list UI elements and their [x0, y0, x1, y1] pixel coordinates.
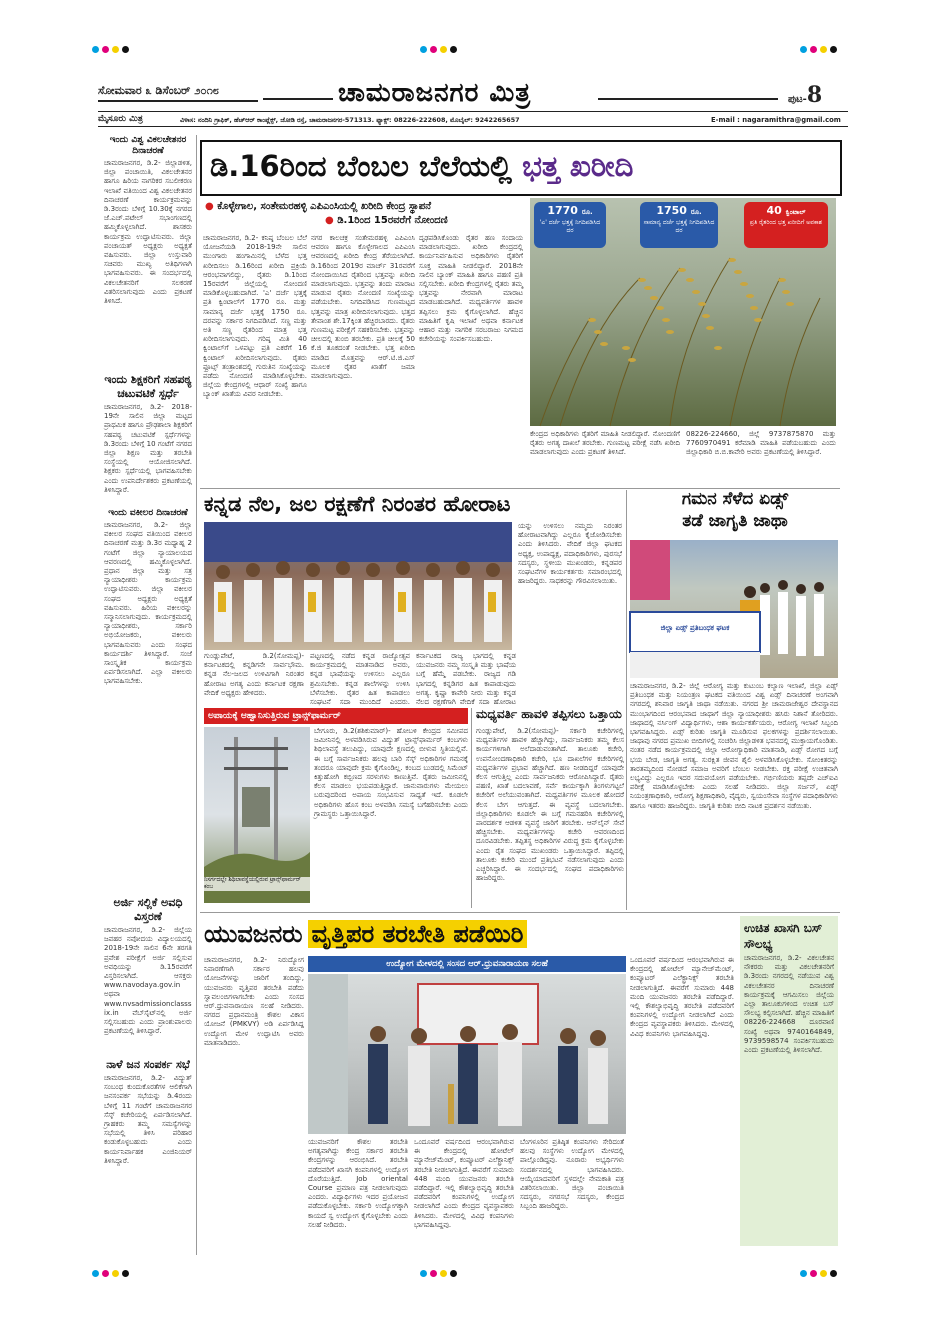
lead-col-2: ನಗರ ಕಾಲಚಕ್ರ ಸಂತೇಮರಹಳ್ಳಿ ಎಪಿಎಂಸಿ ಆವರಣ ಹಾಗೂ ಕೊಳ್ಳೇಗಾಲದ ಎಪಿಎಂಸಿ ಆವರಣದಲ್ಲಿ ಖರೀದಿ ಕೇಂದ್ರ ತೆರೆಯಲಾಗಿದೆ. ಡಿ.16ರಿಂದ 2019ರ ಮಾರ್ಚ್ 31ರವರೆಗೆ ನೋಂದಾಯಿಸಿದ ರೈತರಿಂದ ಭತ್ತವನ್ನು ಖರೀದಿ ಮಾಡಲಾಗುವುದು. ಭತ್ತವನ್ನು ತಂದು ಮಾರಾಟ ಮಾಡುವ ರೈತರು ನೋಂದಣಿ ಸಂಖ್ಯೆಯನ್ನು ಪಡೆಯಬೇಕು. ನಿಗದಿಪಡಿಸಿದ ಗುಣಮಟ್ಟದ ಭತ್ತವನ್ನು ಮಾತ್ರ ಖರೀದಿಸಲಾಗುವುದು. ಭತ್ತದ ತೇವಾಂಶ ಶೇ.17ಕ್ಕಿಂತ ಹೆಚ್ಚಿರಬಾರದು. ರೈತರು ಗುಣಮಟ್ಟ ಪರೀಕ್ಷೆಗೆ ಸಹಕರಿಸಬೇಕು. ಭತ್ತವನ್ನು ಚೀಲದಲ್ಲಿ ತುಂಬಿ ತರಬೇಕು. ಪ್ರತಿ ಚೀಲಕ್ಕೆ 50 ಕೆ.ಜಿ ತೂಕದಂತೆ ನೀಡಬೇಕು. ಭತ್ತ ಖರೀದಿ ಮಾಡಿದ ಮೊತ್ತವನ್ನು ಆರ್.ಟಿ.ಜಿ.ಎಸ್ ಮೂಲಕ ರೈತರ ಖಾತೆಗೆ ಜಮಾ ಮಾಡಲಾಗುವುದು.: [311, 234, 415, 381]
cyan-dot-icon: [800, 46, 807, 53]
masthead-bottom-rule: [98, 126, 848, 127]
headline-application-extension: ಅರ್ಜಿ ಸಲ್ಲಿಕೆ ಅವಧಿ ವಿಸ್ತರಣೆ: [113, 896, 183, 923]
kannada-event-photo: [204, 522, 512, 650]
aids-headline: [630, 488, 840, 532]
youth-photo-title-bar: [308, 956, 626, 972]
kannada-col-3: ಯನ್ನು ಉಳಿಸಲು ನಮ್ಮದು ನಿರಂತರ ಹೋರಾಟವಾಗಿದ್ದು ಎಲ್ಲರೂ ಕೈಜೋಡಿಸಬೇಕು ಎಂದು ತಿಳಿಸಿದರು. ವೇದಿಕೆ ಜಿಲ್ಲಾ ಘಟಕದ ಅಧ್ಯಕ್ಷ, ಉಪಾಧ್ಯಕ್ಷ, ಪದಾಧಿಕಾರಿಗಳು, ಪುರಸಭೆ ಸದಸ್ಯರು, ಸ್ಥಳೀಯ ಮುಖಂಡರು, ಕನ್ನಡಪರ ಸಂಘಟನೆಗಳ ಕಾರ್ಯಕರ್ತರು ಸಮಾರಂಭದಲ್ಲಿ ಹಾಜರಿದ್ದರು. ಸಾಧಕರನ್ನು ಗೌರವಿಸಲಾಯಿತು.: [518, 522, 622, 586]
contact-email: E-mail : nagaramithra@gmail.com: [711, 116, 841, 124]
masthead: [88, 78, 858, 128]
youth-col-5: ಒಂದೂವರೆ ವರ್ಷದಿಂದ ಆರಂಭವಾಗಿರುವ ಈ ಕೇಂದ್ರದಲ್ಲಿ ಹೋಟೆಲ್ ಮ್ಯಾನೇಜ್‌ಮೆಂಟ್, ಕಂಪ್ಯೂಟರ್ ಎಲೆಕ್ಟ್ರಾನಿಕ್ಸ್ ತರಬೇತಿ ನೀಡಲಾಗುತ್ತಿದೆ. ಈವರೆಗೆ ಸುಮಾರು 448 ಮಂದಿ ಯುವಜನರು ತರಬೇತಿ ಪಡೆದಿದ್ದಾರೆ. ಇಲ್ಲಿ ಕೌಶಲ್ಯಾಭಿವೃದ್ಧಿ ತರಬೇತಿ ಪಡೆದವರಿಗೆ ಕಂಪನಿಗಳಲ್ಲಿ ಉದ್ಯೋಗ ನೀಡಲಾಗಿದೆ ಎಂದು ಕೇಂದ್ರದ ವ್ಯವಸ್ಥಾಪಕರು ತಿಳಿಸಿದರು. ಮೇಳದಲ್ಲಿ ವಿವಿಧ ಕಂಪನಿಗಳು ಭಾಗವಹಿಸಿದ್ದವು.: [630, 956, 734, 1038]
lead-col-1: ಚಾಮರಾಜನಗರ, ಡಿ.2- ಕನಿಷ್ಠ ಬೆಂಬಲ ಬೆಲೆ ಯೋಜನೆಯಡಿ 2018-19ನೇ ಸಾಲಿನ ಮುಂಗಾರು ಹಂಗಾಮಿನಲ್ಲಿ ಬೆಳೆದ ಭತ್ತ ಖರೀದಿಸಲು ಡಿ.16ರಿಂದ ಖರೀದಿ ಪ್ರಕ್ರಿಯೆ ಆರಂಭವಾಗಲಿದ್ದು, ರೈತರು ಡಿ.1ರಿಂದ 15ರವರೆಗೆ ಜಿಲ್ಲೆಯಲ್ಲಿ ನೋಂದಣಿ ಮಾಡಿಕೊಳ್ಳಬಹುದಾಗಿದೆ. 'ಎ' ದರ್ಜೆ ಭತ್ತಕ್ಕೆ ಪ್ರತಿ ಕ್ವಿಂಟಾಲ್‌ಗೆ 1770 ರೂ. ಮತ್ತು ಸಾಮಾನ್ಯ ದರ್ಜೆ ಭತ್ತಕ್ಕೆ 1750 ರೂ. ದರವನ್ನು ಸರ್ಕಾರ ನಿಗದಿಪಡಿಸಿದೆ. ಸಣ್ಣ ಮತ್ತು ಅತಿ ಸಣ್ಣ ರೈತರಿಂದ ಮಾತ್ರ ಭತ್ತ ಖರೀದಿಸಲಾಗುವುದು. ಗರಿಷ್ಠ ಮಿತಿ 40 ಕ್ವಿಂಟಾಲ್‌ಗೆ ಒಳಪಟ್ಟು ಪ್ರತಿ ಎಕರೆಗೆ 16 ಕ್ವಿಂಟಾಲ್ ಖರೀದಿಸಲಾಗುವುದು. ರೈತರು ಫ್ರೂಟ್ಸ್ ತಂತ್ರಾಂಶದಲ್ಲಿ ಗುರುತಿನ ಸಂಖ್ಯೆಯನ್ನು ಪಡೆದು ನೋಂದಣಿ ಮಾಡಿಸಿಕೊಳ್ಳಬೇಕು. ಜಿಲ್ಲೆಯ ಕೇಂದ್ರಗಳಲ್ಲಿ ಆಧಾರ್ ಸಂಖ್ಯೆ ಹಾಗೂ ಬ್ಯಾಂಕ್ ಖಾತೆಯ ವಿವರ ನೀಡಬೇಕು.: [203, 234, 307, 399]
magenta-dot-icon: [430, 1270, 437, 1277]
badge-limit-caption: ಪ್ರತಿ ರೈತರಿಂದ ಭತ್ತ ಖರೀದಿಗೆ ಅವಕಾಶ: [749, 219, 823, 226]
article-application-extension: ಚಾಮರಾಜನಗರ, ಡಿ.2- ಜಿಲ್ಲೆಯ ಜವಹರ ನವೋದಯ ವಿದ್ಯಾಲಯದಲ್ಲಿ 2018-19ನೇ ಸಾಲಿನ 6ನೇ ತರಗತಿ ಪ್ರವೇಶ ಪರೀಕ್ಷೆಗೆ ಅರ್ಜಿ ಸಲ್ಲಿಸುವ ಅವಧಿಯನ್ನು ಡಿ.15ರವರೆಗೆ ವಿಸ್ತರಿಸಲಾಗಿದೆ. ಆಸಕ್ತರು www.navodaya.gov.in ಅಥವಾ www.nvsadmissionclasssix.in ವೆಬ್‌ಸೈಟ್‌ನಲ್ಲಿ ಅರ್ಜಿ ಸಲ್ಲಿಸಬಹುದು ಎಂದು ಪ್ರಾಂಶುಪಾಲರು ಪ್ರಕಟಣೆಯಲ್ಲಿ ತಿಳಿಸಿದ್ದಾರೆ.: [104, 926, 192, 1036]
badge-normal-value: 1750: [656, 204, 687, 217]
lead-bullet-2: [205, 214, 525, 228]
yellow-dot-icon: [820, 1270, 827, 1277]
youth-event-photo: [308, 974, 626, 1134]
price-badge-normal-grade: [640, 202, 718, 248]
bus-story-box: [740, 916, 838, 1246]
lead-headline-accent: ಭತ್ತ ಖರೀದಿ: [522, 149, 634, 183]
aids-article-text: ಚಾಮರಾಜನಗರ, ಡಿ.2- ಜಿಲ್ಲೆ ಆರೋಗ್ಯ ಮತ್ತು ಕುಟುಂಬ ಕಲ್ಯಾಣ ಇಲಾಖೆ, ಜಿಲ್ಲಾ ಏಡ್ಸ್ ಪ್ರತಿಬಂಧಕ ಮತ್ತು ನಿಯಂತ್ರಣ ಘಟಕದ ವತಿಯಿಂದ ವಿಶ್ವ ಏಡ್ಸ್ ದಿನಾಚರಣೆ ಅಂಗವಾಗಿ ನಗರದಲ್ಲಿ ಶನಿವಾರ ಜಾಗೃತಿ ಜಾಥಾ ನಡೆಯಿತು. ನಗರದ ಶ್ರೀ ಚಾಮರಾಜೇಶ್ವರ ದೇವಸ್ಥಾನದ ಮುಂಭಾಗದಿಂದ ಆರಂಭವಾದ ಜಾಥಾಗೆ ಜಿಲ್ಲಾ ನ್ಯಾಯಾಧೀಶರು ಹಸಿರು ನಿಶಾನೆ ತೋರಿದರು. ಜಾಥಾದಲ್ಲಿ ನರ್ಸಿಂಗ್ ವಿದ್ಯಾರ್ಥಿಗಳು, ಆಶಾ ಕಾರ್ಯಕರ್ತೆಯರು, ಆರೋಗ್ಯ ಇಲಾಖೆ ಸಿಬ್ಬಂದಿ ಭಾಗವಹಿಸಿದ್ದರು. ಏಡ್ಸ್ ಕುರಿತು ಜಾಗೃತಿ ಮೂಡಿಸುವ ಫಲಕಗಳನ್ನು ಪ್ರದರ್ಶಿಸಲಾಯಿತು. ಜಾಥಾವು ನಗರದ ಪ್ರಮುಖ ಬೀದಿಗಳಲ್ಲಿ ಸಂಚರಿಸಿ ಜಿಲ್ಲಾಡಳಿತ ಭವನದಲ್ಲಿ ಮುಕ್ತಾಯಗೊಂಡಿತು. ನಂತರ ನಡೆದ ಕಾರ್ಯಕ್ರಮದಲ್ಲಿ ಜಿಲ್ಲಾ ಆರೋಗ್ಯಾಧಿಕಾರಿ ಮಾತನಾಡಿ, ಏಡ್ಸ್ ರೋಗದ ಬಗ್ಗೆ ಭಯ ಬೇಡ, ಜಾಗೃತಿ ಅಗತ್ಯ. ಸುರಕ್ಷಿತ ಜೀವನ ಶೈಲಿ ಅಳವಡಿಸಿಕೊಳ್ಳಬೇಕು. ಸೋಂಕಿತರನ್ನು ತಾರತಮ್ಯದಿಂದ ನೋಡದೆ ಸಮಾಜ ಅವರಿಗೆ ಬೆಂಬಲ ನೀಡಬೇಕು. ರಕ್ತ ಪರೀಕ್ಷೆ ಉಚಿತವಾಗಿ ಲಭ್ಯವಿದ್ದು ಎಲ್ಲರೂ ಇದರ ಸದುಪಯೋಗ ಪಡೆಯಬೇಕು. ಗರ್ಭಿಣಿಯರು ತಪ್ಪದೇ ಎಚ್‌ಐವಿ ಪರೀಕ್ಷೆ ಮಾಡಿಸಿಕೊಳ್ಳಬೇಕು ಎಂದು ಸಲಹೆ ನೀಡಿದರು. ಜಿಲ್ಲಾ ಸರ್ಜನ್, ಏಡ್ಸ್ ನಿಯಂತ್ರಣಾಧಿಕಾರಿ, ಆರೋಗ್ಯ ಶಿಕ್ಷಣಾಧಿಕಾರಿ, ವೈದ್ಯರು, ಸ್ವಯಂಸೇವಾ ಸಂಸ್ಥೆಗಳ ಪದಾಧಿಕಾರಿಗಳು ಹಾಗೂ ಇತರರು ಹಾಜರಿದ್ದರು. ಜಾಗೃತಿ ಕುರಿತು ಬೀದಿ ನಾಟಕ ಪ್ರದರ್ಶನ ನಡೆಯಿತು.: [630, 682, 838, 810]
yellow-dot-icon: [112, 46, 119, 53]
masthead-rule: [98, 111, 848, 112]
page-label: ಪುಟ-: [788, 94, 807, 105]
kannada-caption: ಗುಂಡ್ಲುಪೇಟೆ, ಡಿ.2(ಸೋಮಪ್ಪ)- ಕರ್ನಾಟಕದಲ್ಲಿ ಕನ್ನಡಿಗನೇ ಸಾರ್ವಭೌಮ. ಕನ್ನಡ ನೆಲ-ಜಲದ ಉಳಿವಿಗಾಗಿ ನಿರಂತರ ಹೋರಾಟ ಅಗತ್ಯ ಎಂದು ಕರ್ನಾಟಕ ರಕ್ಷಣಾ ವೇದಿಕೆ ಅಧ್ಯಕ್ಷರು ಹೇಳಿದರು.: [204, 652, 304, 697]
headline-disability-day: ಇಂದು ವಿಶ್ವ ವಿಕಲಚೇತನರ ದಿನಾಚರಣೆ: [109, 135, 187, 156]
mid-vertical-divider: [626, 490, 627, 910]
youth-headline-accent: ವೃತ್ತಿಪರ ತರಬೇತಿ ಪಡೆಯಿರಿ: [308, 920, 528, 948]
rally-banner-text: ಜಿಲ್ಲಾ ಏಡ್ಸ್ ಪ್ರತಿಬಂಧಕ ಘಟಕ: [660, 624, 730, 632]
magenta-dot-icon: [102, 1270, 109, 1277]
cyan-dot-icon: [420, 46, 427, 53]
lead-headline-main: ಡಿ.16ರಿಂದ ಬೆಂಬಲ ಬೆಲೆಯಲ್ಲಿ: [210, 149, 512, 183]
transformer-headline-bar: [204, 708, 468, 724]
youth-col-4: ಬೆಂಗಳೂರಿನ ಪ್ರತಿಷ್ಠಿತ ಕಂಪನಿಗಳು ಸೇರಿದಂತೆ ಹಲವು ಸಂಸ್ಥೆಗಳು ಉದ್ಯೋಗ ಮೇಳದಲ್ಲಿ ಪಾಲ್ಗೊಂಡಿದ್ದವು. ನೂರಾರು ಅಭ್ಯರ್ಥಿಗಳು ಸಂದರ್ಶನದಲ್ಲಿ ಭಾಗವಹಿಸಿದರು. ಆಯ್ಕೆಯಾದವರಿಗೆ ಸ್ಥಳದಲ್ಲೇ ನೇಮಕಾತಿ ಪತ್ರ ವಿತರಿಸಲಾಯಿತು. ಜಿಲ್ಲಾ ಪಂಚಾಯಿತಿ ಸದಸ್ಯರು, ನಗರಸಭೆ ಸದಸ್ಯರು, ಕೇಂದ್ರದ ಸಿಬ್ಬಂದಿ ಹಾಜರಿದ್ದರು.: [520, 1138, 624, 1211]
red-dot-icon: ●: [205, 201, 214, 212]
middle-bottom-rule: [200, 912, 840, 913]
registration-marks-top-left: [92, 38, 132, 57]
youth-col-1: ಚಾಮರಾಜನಗರ, ಡಿ.2- ನಿರುದ್ಯೋಗ ನಿವಾರಣೆಗಾಗಿ ಸರ್ಕಾರ ಹಲವು ಯೋಜನೆಗಳನ್ನು ಜಾರಿಗೆ ತಂದಿದ್ದು, ಯುವಜನರು ವೃತ್ತಿಪರ ತರಬೇತಿ ಪಡೆದು ಸ್ವಾವಲಂಬಿಗಳಾಗಬೇಕು ಎಂದು ಸಂಸದ ಆರ್.ಧ್ರುವನಾರಾಯಣ ಸಲಹೆ ನೀಡಿದರು. ನಗರದ ಪ್ರಧಾನಮಂತ್ರಿ ಕೌಶಲ ವಿಕಾಸ ಯೋಜನೆ (PMKVY) ಅಡಿ ಏರ್ಪಡಿಸಿದ್ದ ಉದ್ಯೋಗ ಮೇಳ ಉದ್ಘಾಟಿಸಿ ಅವರು ಮಾತನಾಡಿದರು.: [204, 956, 304, 1047]
magenta-dot-icon: [810, 46, 817, 53]
issue-date: ಸೋಮವಾರ ೩ ಡಿಸೆಂಬರ್ ೨೦೧೮: [98, 84, 219, 97]
left-column: [104, 135, 192, 1255]
lead-col-4: ಕೇಂದ್ರದ ಅಧಿಕಾರಿಗಳು ರೈತರಿಗೆ ಮಾಹಿತಿ ನೀಡಲಿದ್ದಾರೆ. ನೋಂದಣಿಗೆ ರೈತರು ಅಗತ್ಯ ದಾಖಲೆ ತರಬೇಕು. ಗುಣಮಟ್ಟ ಪರೀಕ್ಷೆ ನಡೆಸಿ ಖರೀದಿ ಮಾಡಲಾಗುವುದು ಎಂದು ಪ್ರಕಟಣೆ ತಿಳಿಸಿದೆ.: [530, 430, 680, 457]
youth-photo-title: ಉದ್ಯೋಗ ಮೇಳದಲ್ಲಿ ಸಂಸದ ಆರ್.ಧ್ರುವನಾರಾಯಣ ಸಲಹೆ: [386, 959, 548, 969]
red-dot-icon: ●: [325, 215, 334, 226]
badge-a-caption: 'ಎ' ದರ್ಜೆ ಭತ್ತಕ್ಕೆ ನಿಗದಿಪಡಿಸಿದ ದರ: [539, 219, 601, 234]
badge-normal-caption: ಸಾಮಾನ್ಯ ದರ್ಜೆ ಭತ್ತಕ್ಕೆ ನಿಗದಿಪಡಿಸಿದ ದರ: [643, 219, 715, 234]
rally-illustration: [630, 540, 838, 678]
youth-col-2: ಯುವಜನರಿಗೆ ಕೌಶಲ ತರಬೇತಿ ಅಗತ್ಯವಾಗಿದ್ದು ಕೇಂದ್ರ ಸರ್ಕಾರ ತರಬೇತಿ ಕೇಂದ್ರಗಳನ್ನು ಆರಂಭಿಸಿದೆ. ತರಬೇತಿ ಪಡೆದವರಿಗೆ ಖಾಸಗಿ ಕಂಪನಿಗಳಲ್ಲಿ ಉದ್ಯೋಗ ದೊರೆಯುತ್ತಿದೆ. Job oriental Course ಪ್ರಮಾಣ ಪತ್ರ ನೀಡಲಾಗುವುದು ಎಂದರು. ವಿದ್ಯಾರ್ಥಿಗಳು ಇದರ ಪ್ರಯೋಜನ ಪಡೆದುಕೊಳ್ಳಬೇಕು. ಸರ್ಕಾರಿ ಉದ್ಯೋಗಕ್ಕಾಗಿ ಕಾಯದೆ ಸ್ವ ಉದ್ಯೋಗ ಕೈಗೊಳ್ಳಬೇಕು ಎಂದು ಸಲಹೆ ನೀಡಿದರು.: [308, 1138, 408, 1229]
paddy-photo: [530, 198, 836, 426]
black-dot-icon: [450, 46, 457, 53]
badge-normal-unit: ರೂ.: [690, 208, 702, 216]
headline-teachers-competition: ಇಂದು ಶಿಕ್ಷಕರಿಗೆ ಸಹಪಠ್ಯ ಚಟುವಟಿಕೆ ಸ್ಪರ್ಧೆ: [104, 373, 192, 400]
transformer-divider: [471, 708, 472, 908]
transformer-article-text: ಬೇಗೂರು, ಡಿ.2(ಶಶಿಕುಮಾರ್)- ಹೋಬಳಿ ಕೇಂದ್ರದ ಸಮೀಪದ ಜಮೀನಿನಲ್ಲಿ ಅಳವಡಿಸಿರುವ ವಿದ್ಯುತ್ ಟ್ರಾನ್ಸ್‌ಫಾರ್ಮರ್ ಕಂಬಗಳು ಶಿಥಿಲಾವಸ್ಥೆ ತಲುಪಿದ್ದು, ಯಾವುದೇ ಕ್ಷಣದಲ್ಲಿ ಬೀಳುವ ಸ್ಥಿತಿಯಲ್ಲಿವೆ. ಈ ಬಗ್ಗೆ ಸಾರ್ವಜನಿಕರು ಹಲವು ಬಾರಿ ಸೆಸ್ಕ್ ಅಧಿಕಾರಿಗಳ ಗಮನಕ್ಕೆ ತಂದರೂ ಯಾವುದೇ ಕ್ರಮ ಕೈಗೊಂಡಿಲ್ಲ. ಕಂಬದ ಬುಡದಲ್ಲಿ ಸಿಮೆಂಟ್ ಕಿತ್ತುಹೋಗಿ ಕಬ್ಬಿಣದ ಸರಳುಗಳು ಕಾಣುತ್ತಿವೆ. ರೈತರು ಜಮೀನಿನಲ್ಲಿ ಕೆಲಸ ಮಾಡಲು ಭಯಪಡುತ್ತಿದ್ದಾರೆ. ಜಾನುವಾರುಗಳು ಮೇಯಲು ಬರುವುದರಿಂದ ಅಪಾಯ ಸಂಭವಿಸುವ ಸಾಧ್ಯತೆ ಇದೆ. ಕೂಡಲೇ ಅಧಿಕಾರಿಗಳು ಹೊಸ ಕಂಬ ಅಳವಡಿಸಿ ಸಮಸ್ಯೆ ಬಗೆಹರಿಸಬೇಕು ಎಂದು ಗ್ರಾಮಸ್ಥರು ಒತ್ತಾಯಿಸಿದ್ದಾರೆ.: [314, 727, 468, 818]
left-column-divider: [196, 135, 197, 1255]
cyan-dot-icon: [420, 1270, 427, 1277]
kannada-col-1: ಪಟ್ಟಣದಲ್ಲಿ ನಡೆದ ಕನ್ನಡ ರಾಜ್ಯೋತ್ಸವ ಕಾರ್ಯಕ್ರಮದಲ್ಲಿ ಮಾತನಾಡಿದ ಅವರು, ಕನ್ನಡ ಭಾಷೆಯನ್ನು ಉಳಿಸಲು ಎಲ್ಲರೂ ಶ್ರಮಿಸಬೇಕು. ಕನ್ನಡ ಶಾಲೆಗಳನ್ನು ಉಳಿಸಿ ಬೆಳೆಸಬೇಕು. ರೈತರ ಹಿತ ಕಾಪಾಡಲು ಸಂಘಟನೆ ಸದಾ ಮುಂದಿದೆ ಎಂದರು.: [310, 652, 410, 707]
aids-rally-photo: [630, 540, 838, 678]
registration-marks-bottom-left: [92, 1262, 132, 1281]
lead-col-5: 08226-224660, ಜಿಲ್ಲೆ 9737875870 ಮತ್ತು 7760970491 ಕರೆಮಾಡಿ ಮಾಹಿತಿ ಪಡೆಯಬಹುದು ಎಂದು ಜಿಲ್ಲಾಧಿಕಾರಿ ಬಿ.ಬಿ.ಕಾವೇರಿ ಅವರು ಪ್ರಕಟಣೆಯಲ್ಲಿ ತಿಳಿಸಿದ್ದಾರೆ.: [686, 430, 836, 457]
cyan-dot-icon: [92, 46, 99, 53]
article-teachers-competition: ಚಾಮರಾಜನಗರ, ಡಿ.2- 2018-19ನೇ ಸಾಲಿನ ಜಿಲ್ಲಾ ಮಟ್ಟದ ಪ್ರಾಥಮಿಕ ಹಾಗೂ ಪ್ರೌಢಶಾಲಾ ಶಿಕ್ಷಕರಿಗೆ ಸಹಪಠ್ಯ ಚಟುವಟಿಕೆ ಸ್ಪರ್ಧೆಗಳನ್ನು ಡಿ.3ರಂದು ಬೆಳಿಗ್ಗೆ 10 ಗಂಟೆಗೆ ನಗರದ ಜಿಲ್ಲಾ ಶಿಕ್ಷಣ ಮತ್ತು ತರಬೇತಿ ಸಂಸ್ಥೆಯಲ್ಲಿ ಆಯೋಜಿಸಲಾಗಿದೆ. ಶಿಕ್ಷಕರು ಸ್ಪರ್ಧೆಯಲ್ಲಿ ಭಾಗವಹಿಸಬೇಕು ಎಂದು ಉಪನಿರ್ದೇಶಕರು ಪ್ರಕಟಣೆಯಲ್ಲಿ ತಿಳಿಸಿದ್ದಾರೆ.: [104, 403, 192, 494]
bus-article-text: ಚಾಮರಾಜನಗರ, ಡಿ.2- ವಿಕಲಚೇತನ ನೌಕರರು ಮತ್ತು ವಿಕಲಚೇತನರಿಗೆ ಡಿ.3ರಂದು ನಗರದಲ್ಲಿ ನಡೆಯುವ ವಿಶ್ವ ವಿಕಲಚೇತನರ ದಿನಾಚರಣೆ ಕಾರ್ಯಕ್ರಮಕ್ಕೆ ಆಗಮಿಸಲು ಜಿಲ್ಲೆಯ ಎಲ್ಲಾ ತಾಲೂಕುಗಳಿಂದ ಉಚಿತ ಬಸ್ ಸೌಲಭ್ಯ ಕಲ್ಪಿಸಲಾಗಿದೆ. ಹೆಚ್ಚಿನ ಮಾಹಿತಿಗೆ 08226-224668 ದೂರವಾಣಿ ಸಂಖ್ಯೆ ಅಥವಾ 9740164849, 9739598574 ಸಂಪರ್ಕಿಸಬಹುದು ಎಂದು ಪ್ರಕಟಣೆಯಲ್ಲಿ ತಿಳಿಸಲಾಗಿದೆ.: [744, 954, 834, 1055]
badge-limit-unit: ಕ್ವಿಂಟಾಲ್: [785, 208, 806, 216]
cyan-dot-icon: [800, 1270, 807, 1277]
article-disability-day: ಚಾಮರಾಜನಗರ, ಡಿ.2- ಜಿಲ್ಲಾಡಳಿತ, ಜಿಲ್ಲಾ ಪಂಚಾಯಿತಿ, ವಿಕಲಚೇತನರ ಹಾಗೂ ಹಿರಿಯ ನಾಗರಿಕರ ಸಬಲೀಕರಣ ಇಲಾಖೆ ವತಿಯಿಂದ ವಿಶ್ವ ವಿಕಲಚೇತನರ ದಿನಾಚರಣೆ ಕಾರ್ಯಕ್ರಮವನ್ನು ಡಿ.3ರಂದು ಬೆಳಿಗ್ಗೆ 10.30ಕ್ಕೆ ನಗರದ ಜೆ.ಎಚ್.ಪಟೇಲ್ ಸಭಾಂಗಣದಲ್ಲಿ ಹಮ್ಮಿಕೊಳ್ಳಲಾಗಿದೆ. ಶಾಸಕರು ಕಾರ್ಯಕ್ರಮ ಉದ್ಘಾಟಿಸುವರು. ಜಿಲ್ಲಾ ಪಂಚಾಯತ್ ಅಧ್ಯಕ್ಷರು ಅಧ್ಯಕ್ಷತೆ ವಹಿಸುವರು. ಜಿಲ್ಲಾ ಉಸ್ತುವಾರಿ ಸಚಿವರು ಮುಖ್ಯ ಅತಿಥಿಗಳಾಗಿ ಭಾಗವಹಿಸುವರು. ಈ ಸಂದರ್ಭದಲ್ಲಿ ವಿಕಲಚೇತನರಿಗೆ ಸಲಕರಣೆ ವಿತರಿಸಲಾಗುವುದು ಎಂದು ಪ್ರಕಟಣೆ ತಿಳಿಸಿದೆ.: [104, 159, 192, 306]
page-digit: 8: [806, 82, 823, 108]
transformer-photo: [204, 727, 310, 903]
registration-marks-bottom-center: [420, 1262, 460, 1281]
headline-public-meeting: ನಾಳೆ ಜನ ಸಂಪರ್ಕ ಸಭೆ: [106, 1058, 190, 1071]
yellow-dot-icon: [440, 1270, 447, 1277]
magenta-dot-icon: [810, 1270, 817, 1277]
black-dot-icon: [830, 1270, 837, 1277]
black-dot-icon: [450, 1270, 457, 1277]
group-photo-illustration: [204, 522, 512, 650]
badge-limit-amount: [744, 204, 828, 219]
article-lawyers-day: ಚಾಮರಾಜನಗರ, ಡಿ.2- ಜಿಲ್ಲಾ ವಕೀಲರ ಸಂಘದ ವತಿಯಿಂದ ವಕೀಲರ ದಿನಾಚರಣೆ ಮತ್ತು ಡಿ.3ರ ಮಧ್ಯಾಹ್ನ 2 ಗಂಟೆಗೆ ಜಿಲ್ಲಾ ನ್ಯಾಯಾಲಯದ ಆವರಣದಲ್ಲಿ ಹಮ್ಮಿಕೊಳ್ಳಲಾಗಿದೆ. ಪ್ರಧಾನ ಜಿಲ್ಲಾ ಮತ್ತು ಸತ್ರ ನ್ಯಾಯಾಧೀಶರು ಕಾರ್ಯಕ್ರಮ ಉದ್ಘಾಟಿಸುವರು. ಜಿಲ್ಲಾ ವಕೀಲರ ಸಂಘದ ಅಧ್ಯಕ್ಷರು ಅಧ್ಯಕ್ಷತೆ ವಹಿಸುವರು. ಹಿರಿಯ ವಕೀಲರನ್ನು ಸನ್ಮಾನಿಸಲಾಗುವುದು. ಕಾರ್ಯಕ್ರಮದಲ್ಲಿ ನ್ಯಾಯಾಧೀಶರು, ಸರ್ಕಾರಿ ಅಭಿಯೋಜಕರು, ವಕೀಲರು ಭಾಗವಹಿಸುವರು ಎಂದು ಸಂಘದ ಕಾರ್ಯದರ್ಶಿ ತಿಳಿಸಿದ್ದಾರೆ. ಸಂಜೆ ಸಾಂಸ್ಕೃತಿಕ ಕಾರ್ಯಕ್ರಮ ಏರ್ಪಡಿಸಲಾಗಿದೆ. ಎಲ್ಲಾ ವಕೀಲರು ಭಾಗವಹಿಸಬೇಕು.: [104, 521, 192, 686]
badge-normal-amount: [640, 204, 718, 219]
yellow-dot-icon: [440, 46, 447, 53]
broker-article-text: ಗುಂಡ್ಲುಪೇಟೆ, ಡಿ.2(ಸೋಮಪ್ಪ)- ಸರ್ಕಾರಿ ಕಚೇರಿಗಳಲ್ಲಿ ಮಧ್ಯವರ್ತಿಗಳ ಹಾವಳಿ ಹೆಚ್ಚಾಗಿದ್ದು, ಸಾರ್ವಜನಿಕರು ತಮ್ಮ ಕೆಲಸ ಕಾರ್ಯಗಳಿಗಾಗಿ ಅಲೆದಾಡುವಂತಾಗಿದೆ. ತಾಲೂಕು ಕಚೇರಿ, ಉಪನೋಂದಣಾಧಿಕಾರಿ ಕಚೇರಿ, ಭೂ ದಾಖಲೆಗಳ ಕಚೇರಿಗಳಲ್ಲಿ ಮಧ್ಯವರ್ತಿಗಳ ಪ್ರಭಾವ ಹೆಚ್ಚಾಗಿದೆ. ಹಣ ನೀಡದಿದ್ದರೆ ಯಾವುದೇ ಕೆಲಸ ಆಗುತ್ತಿಲ್ಲ ಎಂದು ಸಾರ್ವಜನಿಕರು ಆರೋಪಿಸಿದ್ದಾರೆ. ರೈತರು ಪಹಣಿ, ಖಾತೆ ಬದಲಾವಣೆ, ಸರ್ವೆ ಕಾರ್ಯಕ್ಕಾಗಿ ತಿಂಗಳುಗಟ್ಟಲೆ ಕಚೇರಿಗೆ ಅಲೆಯುವಂತಾಗಿದೆ. ಮಧ್ಯವರ್ತಿಗಳ ಮೂಲಕ ಹೋದರೆ ಕೆಲಸ ಬೇಗ ಆಗುತ್ತದೆ. ಈ ವ್ಯವಸ್ಥೆ ಬದಲಾಗಬೇಕು. ಜಿಲ್ಲಾಧಿಕಾರಿಗಳು ಕೂಡಲೇ ಈ ಬಗ್ಗೆ ಗಮನಹರಿಸಿ ಕಚೇರಿಗಳಲ್ಲಿ ಪಾರದರ್ಶಕ ಆಡಳಿತ ವ್ಯವಸ್ಥೆ ಜಾರಿಗೆ ತರಬೇಕು. ಆನ್‌ಲೈನ್ ಸೇವೆ ಹೆಚ್ಚಿಸಬೇಕು. ಮಧ್ಯವರ್ತಿಗಳನ್ನು ಕಚೇರಿ ಆವರಣದಿಂದ ದೂರವಿಡಬೇಕು. ತಪ್ಪಿತಸ್ಥ ಅಧಿಕಾರಿಗಳ ವಿರುದ್ಧ ಕ್ರಮ ಕೈಗೊಳ್ಳಬೇಕು ಎಂದು ರೈತ ಸಂಘದ ಮುಖಂಡರು ಒತ್ತಾಯಿಸಿದ್ದಾರೆ. ತಪ್ಪಿದಲ್ಲಿ ತಾಲೂಕು ಕಚೇರಿ ಮುಂದೆ ಪ್ರತಿಭಟನೆ ನಡೆಸಲಾಗುವುದು ಎಂದು ಎಚ್ಚರಿಸಿದ್ದಾರೆ. ಈ ಸಂದರ್ಭದಲ್ಲಿ ಸಂಘದ ಪದಾಧಿಕಾರಿಗಳು ಹಾಜರಿದ್ದರು.: [476, 727, 624, 883]
magenta-dot-icon: [430, 46, 437, 53]
youth-headline: [204, 916, 734, 952]
cyan-dot-icon: [92, 1270, 99, 1277]
badge-a-amount: [534, 204, 606, 219]
date-underline: [98, 100, 258, 102]
badge-limit-value: 40: [766, 204, 782, 217]
title-rule-left: [263, 98, 333, 100]
title-rule-right: [598, 98, 778, 100]
contact-address: ವಿಳಾಸ: ನಂದಿನಿ ಗ್ರಾಫಿಕ್, ಹೆಚ್‌ಆರ್ ಕಾಂಪ್ಲೆಕ್ಸ್, ಜೋಡಿ ರಸ್ತೆ, ಚಾಮರಾಜನಗರ-571313. ಫ್ಯಾಕ್ಸ್: 08226-222608, ಮೊಬೈಲ್: 9242265657: [180, 116, 520, 124]
magenta-dot-icon: [102, 46, 109, 53]
lead-headline-box: [200, 140, 842, 196]
price-badge-a-grade: [534, 202, 606, 248]
black-dot-icon: [122, 46, 129, 53]
lead-col-3: ದೃಢಪಡಿಸಿಕೊಂಡು ರೈತರ ಹಣ ಸಂದಾಯ ಮಾಡಲಾಗುವುದು. ಖರೀದಿ ಕೇಂದ್ರದಲ್ಲಿ ಕಾರ್ಯನಿರ್ವಹಿಸುವ ಅಧಿಕಾರಿಗಳು ರೈತರಿಗೆ ಸೂಕ್ತ ಮಾಹಿತಿ ನೀಡಲಿದ್ದಾರೆ. 2018ನೇ ಸಾಲಿನ ಬ್ಯಾಂಕ್ ಮಾಹಿತಿ ಹಾಗೂ ಪಹಣಿ ಪ್ರತಿ ಸಲ್ಲಿಸಬೇಕು. ಖರೀದಿ ಕೇಂದ್ರಗಳಲ್ಲಿ ರೈತರು ತಮ್ಮ ಭತ್ತವನ್ನು ನೇರವಾಗಿ ಮಾರಾಟ ಮಾಡಬಹುದಾಗಿದೆ. ಮಧ್ಯವರ್ತಿಗಳ ಹಾವಳಿ ತಪ್ಪಿಸಲು ಕ್ರಮ ಕೈಗೊಳ್ಳಲಾಗಿದೆ. ಹೆಚ್ಚಿನ ಮಾಹಿತಿಗೆ ಕೃಷಿ ಇಲಾಖೆ ಅಥವಾ ಕರ್ನಾಟಕ ಆಹಾರ ಮತ್ತು ನಾಗರಿಕ ಸರಬರಾಜು ನಿಗಮದ ಕಚೇರಿಯನ್ನು ಸಂಪರ್ಕಿಸಬಹುದು.: [419, 234, 523, 344]
job-fair-illustration: [308, 974, 626, 1134]
yellow-dot-icon: [820, 46, 827, 53]
lead-bullet-2-text: ಡಿ.1ರಿಂದ 15ರವರೆಗೆ ನೋಂದಣಿ: [337, 215, 448, 226]
page-number: [788, 82, 822, 108]
yellow-dot-icon: [112, 1270, 119, 1277]
headline-lawyers-day: ಇಂದು ವಕೀಲರ ದಿನಾಚರಣೆ: [108, 508, 188, 518]
edition-label: ಮೈಸೂರು ಮಿತ್ರ: [98, 114, 143, 124]
lead-bullets: [205, 200, 525, 228]
registration-marks-top-right: [800, 38, 840, 57]
aids-headline-line-1: ಗಮನ ಸೆಳೆದ ಏಡ್ಸ್: [681, 489, 789, 509]
badge-a-unit: ರೂ.: [581, 208, 593, 216]
transformer-headline: ಅಪಾಯಕ್ಕೆ ಆಹ್ವಾನಿಸುತ್ತಿರುವ ಟ್ರಾನ್ಸ್‌ಫಾರ್ಮರ್: [208, 711, 341, 721]
newspaper-title: ಚಾಮರಾಜನಗರ ಮಿತ್ರ: [338, 78, 532, 108]
kannada-headline: ಕನ್ನಡ ನೆಲ, ಜಲ ರಕ್ಷಣೆಗೆ ನಿರಂತರ ಹೋರಾಟ: [204, 492, 511, 516]
youth-col-3: ಒಂದೂವರೆ ವರ್ಷದಿಂದ ಆರಂಭವಾಗಿರುವ ಈ ಕೇಂದ್ರದಲ್ಲಿ ಹೋಟೆಲ್ ಮ್ಯಾನೇಜ್‌ಮೆಂಟ್, ಕಂಪ್ಯೂಟರ್ ಎಲೆಕ್ಟ್ರಾನಿಕ್ಸ್ ತರಬೇತಿ ನೀಡಲಾಗುತ್ತಿದೆ. ಈವರೆಗೆ ಸುಮಾರು 448 ಮಂದಿ ಯುವಜನರು ತರಬೇತಿ ಪಡೆದಿದ್ದಾರೆ. ಇಲ್ಲಿ ಕೌಶಲ್ಯಾಭಿವೃದ್ಧಿ ತರಬೇತಿ ಪಡೆದವರಿಗೆ ಕಂಪನಿಗಳಲ್ಲಿ ಉದ್ಯೋಗ ನೀಡಲಾಗಿದೆ ಎಂದು ಕೇಂದ್ರದ ವ್ಯವಸ್ಥಾಪಕರು ತಿಳಿಸಿದರು. ಮೇಳದಲ್ಲಿ ವಿವಿಧ ಕಂಪನಿಗಳು ಭಾಗವಹಿಸಿದ್ದವು.: [414, 1138, 514, 1229]
article-public-meeting: ಚಾಮರಾಜನಗರ, ಡಿ.2- ವಿದ್ಯುತ್ ಸಂಬಂಧ ಕುಂದುಕೊರತೆಗಳ ಆಲಿಕೆಗಾಗಿ ಜನಸಂಪರ್ಕ ಸಭೆಯನ್ನು ಡಿ.4ರಂದು ಬೆಳಿಗ್ಗೆ 11 ಗಂಟೆಗೆ ಚಾಮರಾಜನಗರ ಸೆಸ್ಕ್ ಕಚೇರಿಯಲ್ಲಿ ಏರ್ಪಡಿಸಲಾಗಿದೆ. ಗ್ರಾಹಕರು ತಮ್ಮ ಸಮಸ್ಯೆಗಳನ್ನು ಸಭೆಯಲ್ಲಿ ತಿಳಿಸಿ ಪರಿಹಾರ ಕಂಡುಕೊಳ್ಳಬಹುದು ಎಂದು ಕಾರ್ಯನಿರ್ವಾಹಕ ಎಂಜಿನಿಯರ್ ತಿಳಿಸಿದ್ದಾರೆ.: [104, 1074, 192, 1165]
youth-headline-main: ಯುವಜನರು: [204, 920, 303, 948]
aids-headline-line-2: ತಡೆ ಜಾಗೃತಿ ಜಾಥಾ: [682, 511, 788, 531]
price-badge-limit: [744, 202, 828, 248]
bus-headline: ಉಚಿತ ಖಾಸಗಿ ಬಸ್ ಸೌಲಭ್ಯ: [744, 921, 823, 951]
badge-a-value: 1770: [547, 204, 578, 217]
broker-headline: ಮಧ್ಯವರ್ತಿ ಹಾವಳಿ ತಪ್ಪಿಸಲು ಒತ್ತಾಯ: [476, 707, 622, 721]
kannada-col-2: ಕರ್ನಾಟಕದ ರಾಜ್ಯ ಭಾಗದಲ್ಲಿ ಕನ್ನಡ ಯುವಜನರು ನಮ್ಮ ಸಂಸ್ಕೃತಿ ಮತ್ತು ಭಾಷೆಯ ಬಗ್ಗೆ ಹೆಮ್ಮೆ ಪಡಬೇಕು. ರಾಜ್ಯದ ಗಡಿ ಭಾಗದಲ್ಲಿ ಕನ್ನಡಿಗರ ಹಿತ ಕಾಪಾಡುವುದು ಅಗತ್ಯ. ಕೃಷ್ಣಾ ಕಾವೇರಿ ನೀರು ಮತ್ತು ಕನ್ನಡ ನೆಲದ ರಕ್ಷಣೆಗಾಗಿ ವೇದಿಕೆ ಸದಾ ಹೋರಾಟ: [416, 652, 516, 707]
registration-marks-bottom-right: [800, 1262, 840, 1281]
black-dot-icon: [122, 1270, 129, 1277]
black-dot-icon: [830, 46, 837, 53]
transformer-photo-caption: ನಿಸರ್ಗದಲ್ಲೇ ಶಿಥಿಲಾವಸ್ಥೆಯಲ್ಲಿರುವ ಟ್ರಾನ್ಸ್‌ಫಾರ್ಮರ್ ಕಂಬ: [204, 877, 310, 891]
lead-bullet-1: [205, 200, 525, 214]
lead-bullet-1-text: ಕೊಳ್ಳೇಗಾಲ, ಸಂತೇಮರಹಳ್ಳಿ ಎಪಿಎಂಸಿಯಲ್ಲಿ ಖರೀದಿ ಕೇಂದ್ರ ಸ್ಥಾಪನೆ: [217, 201, 432, 212]
lead-headline: [210, 148, 633, 184]
registration-marks-top-center: [420, 38, 460, 57]
